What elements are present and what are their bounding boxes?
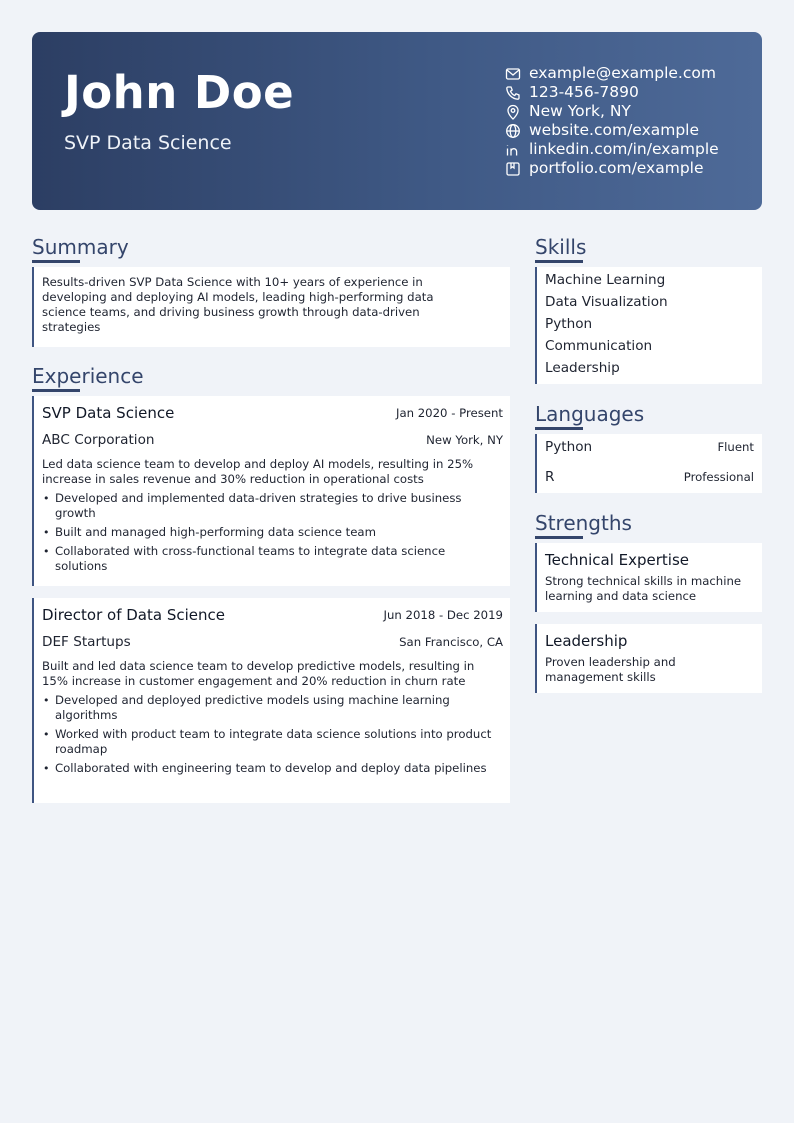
contact-list [504, 64, 754, 178]
summary-text: Results-driven SVP Data Science with 10+ years of experience in developing and deploying AI models, leading high-performing data science teams, and driving business growth through data-driven strategies [42, 275, 434, 334]
language-level: Professional [683, 470, 754, 484]
job-bullet: • Built and managed high-performing data science team [42, 525, 492, 540]
contact-linkedin-text: linkedin.com/in/example [529, 140, 719, 158]
experience-card [32, 396, 510, 586]
contact-website[interactable] [504, 121, 754, 140]
skill-item: Leadership [545, 360, 620, 376]
strength-description: Proven leadership and management skills [545, 655, 676, 684]
contact-portfolio-text: portfolio.com/example [529, 159, 704, 177]
language-name: Python [545, 439, 593, 455]
summary-heading-underline [32, 260, 80, 263]
job-location: San Francisco, CA [399, 635, 503, 649]
linkedin-icon [504, 141, 521, 158]
strength-card [535, 543, 762, 612]
summary-heading: Summary [32, 235, 129, 259]
job-company: DEF Startups [42, 634, 131, 650]
experience-card [32, 598, 510, 803]
skills-heading: Skills [535, 235, 587, 259]
job-title: Director of Data Science [42, 606, 225, 624]
job-bullet: • Collaborated with engineering team to develop and deploy data pipelines [42, 761, 492, 776]
summary-card [32, 267, 510, 347]
contact-location [504, 102, 754, 121]
skills-heading-underline [535, 260, 583, 263]
candidate-role: SVP Data Science [64, 132, 232, 154]
contact-email[interactable] [504, 64, 754, 83]
job-bullet-list [42, 491, 492, 578]
mail-icon [504, 65, 521, 82]
job-bullet: • Developed and deployed predictive models using machine learning algorithms [42, 693, 492, 723]
skills-card [535, 267, 762, 384]
job-dates: Jan 2020 - Present [396, 406, 503, 420]
skill-item: Data Visualization [545, 294, 668, 310]
portfolio-icon [504, 160, 521, 177]
languages-heading: Languages [535, 402, 645, 426]
skill-item: Python [545, 316, 593, 332]
job-dates: Jun 2018 - Dec 2019 [383, 608, 503, 622]
phone-icon [504, 84, 521, 101]
contact-phone[interactable] [504, 83, 754, 102]
job-bullet: • Developed and implemented data-driven strategies to drive business growth [42, 491, 492, 521]
skill-item: Machine Learning [545, 272, 666, 288]
resume-header [32, 32, 762, 210]
experience-heading: Experience [32, 364, 144, 388]
contact-location-text: New York, NY [529, 102, 631, 120]
contact-website-text: website.com/example [529, 121, 700, 139]
experience-heading-underline [32, 389, 80, 392]
strengths-heading-underline [535, 536, 583, 539]
location-pin-icon [504, 103, 521, 120]
contact-linkedin[interactable] [504, 140, 754, 159]
job-bullet: • Worked with product team to integrate data science solutions into product roadmap [42, 727, 492, 757]
languages-card [535, 434, 762, 493]
strength-card [535, 624, 762, 693]
strength-title: Technical Expertise [545, 551, 690, 569]
strength-title: Leadership [545, 632, 628, 650]
languages-heading-underline [535, 427, 583, 430]
job-location: New York, NY [426, 433, 503, 447]
contact-email-text: example@example.com [529, 64, 716, 82]
job-title: SVP Data Science [42, 404, 175, 422]
globe-icon [504, 122, 521, 139]
job-bullet-list [42, 693, 492, 780]
candidate-name: John Doe [64, 66, 295, 119]
strengths-heading: Strengths [535, 511, 632, 535]
contact-phone-text: 123-456-7890 [529, 83, 639, 101]
strength-description: Strong technical skills in machine learning and data science [545, 574, 742, 603]
job-bullet: • Collaborated with cross-functional teams to integrate data science solutions [42, 544, 492, 574]
language-level: Fluent [717, 440, 754, 454]
job-company: ABC Corporation [42, 432, 155, 448]
job-description: Built and led data science team to develop predictive models, resulting in 15% increase in customer engagement and 20% reduction in churn rate [42, 659, 475, 688]
job-description: Led data science team to develop and deploy AI models, resulting in 25% increase in sales revenue and 30% reduction in operational costs [42, 457, 474, 486]
language-name: R [545, 469, 555, 485]
skill-item: Communication [545, 338, 653, 354]
contact-portfolio[interactable] [504, 159, 754, 178]
